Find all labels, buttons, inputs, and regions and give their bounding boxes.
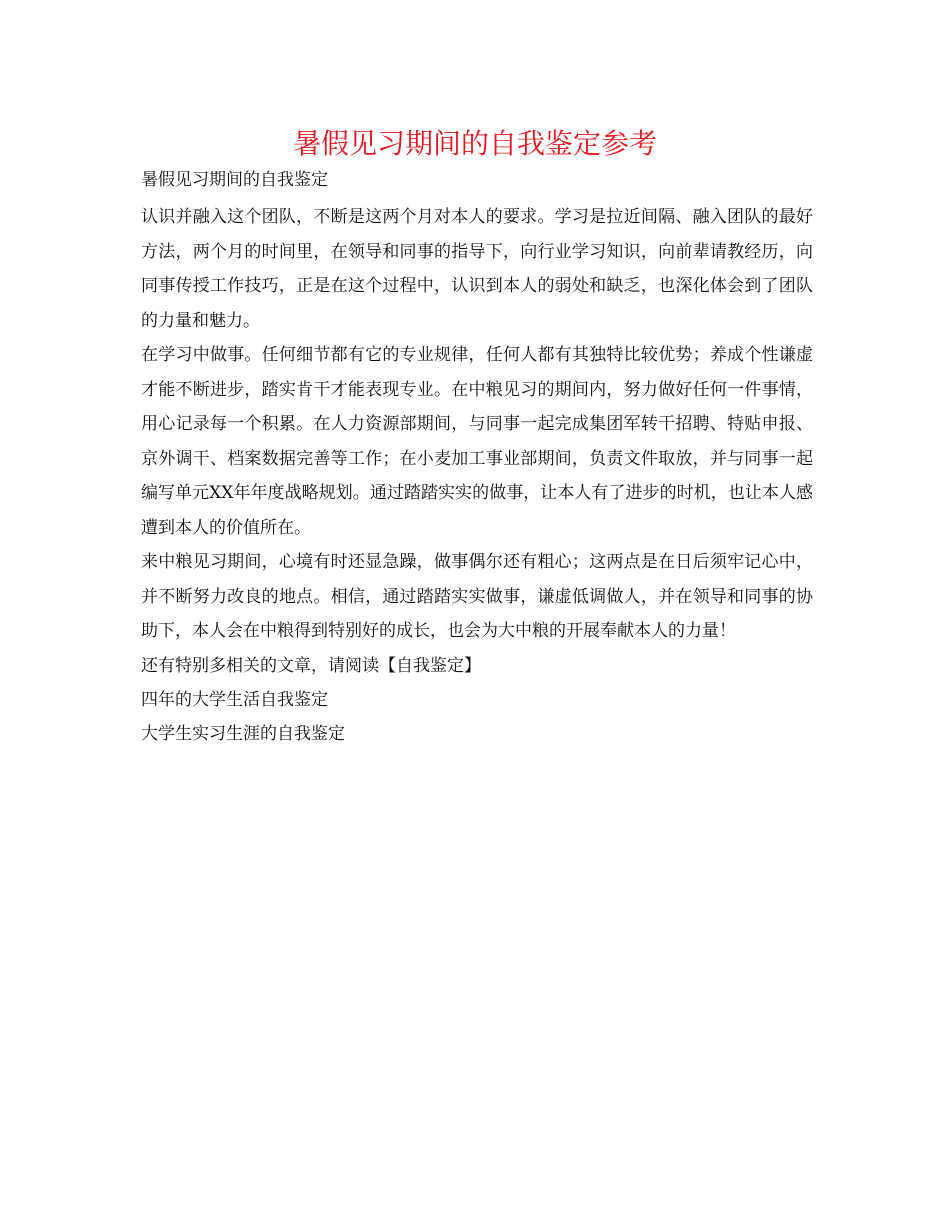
document-body [141, 166, 813, 751]
paragraph-2: 在学习中做事。任何细节都有它的专业规律，任何人都有其独特比较优势；养成个性谦虚才能不断进步，踏实肯干才能表现专业。在中粮见习的期间内，努力做好任何一件事情，用心记录每一个积累。在人力资源部期间，与同事一起完成集团军转干招聘、特贴申报、京外调干、档案数据完善等工作；在小麦加工事业部期间，负责文件取放，并与同事一起编写单元XX年年度战略规划。通过踏踏实实的做事，让本人有了进步的时机，也让本人感遭到本人的价值所在。 [141, 345, 813, 538]
document-subtitle: 暑假见习期间的自我鉴定 [141, 170, 328, 190]
paragraph-1: 认识并融入这个团队，不断是这两个月对本人的要求。学习是拉近间隔、融入团队的最好方法，两个月的时间里，在领导和同事的指导下，向行业学习知识，向前辈请教经历，向同事传授工作技巧，正是在这个过程中，认识到本人的弱处和缺乏，也深化体会到了团队的力量和魅力。 [141, 207, 813, 331]
paragraph-3: 来中粮见习期间，心境有时还显急躁，做事偶尔还有粗心；这两点是在日后须牢记心中，并不断努力改良的地点。相信，通过踏踏实实做事，谦虚低调做人，并在领导和同事的协助下，本人会在中粮得到特别好的成长，也会为大中粮的开展奉献本人的力量！ [141, 552, 813, 641]
related-article-link-2[interactable]: 大学生实习生涯的自我鉴定 [141, 723, 345, 744]
related-article-link-1[interactable]: 四年的大学生活自我鉴定 [141, 689, 328, 710]
related-articles-intro: 还有特别多相关的文章，请阅读【自我鉴定】 [141, 655, 481, 676]
page-title: 暑假见习期间的自我鉴定参考 [292, 127, 657, 160]
